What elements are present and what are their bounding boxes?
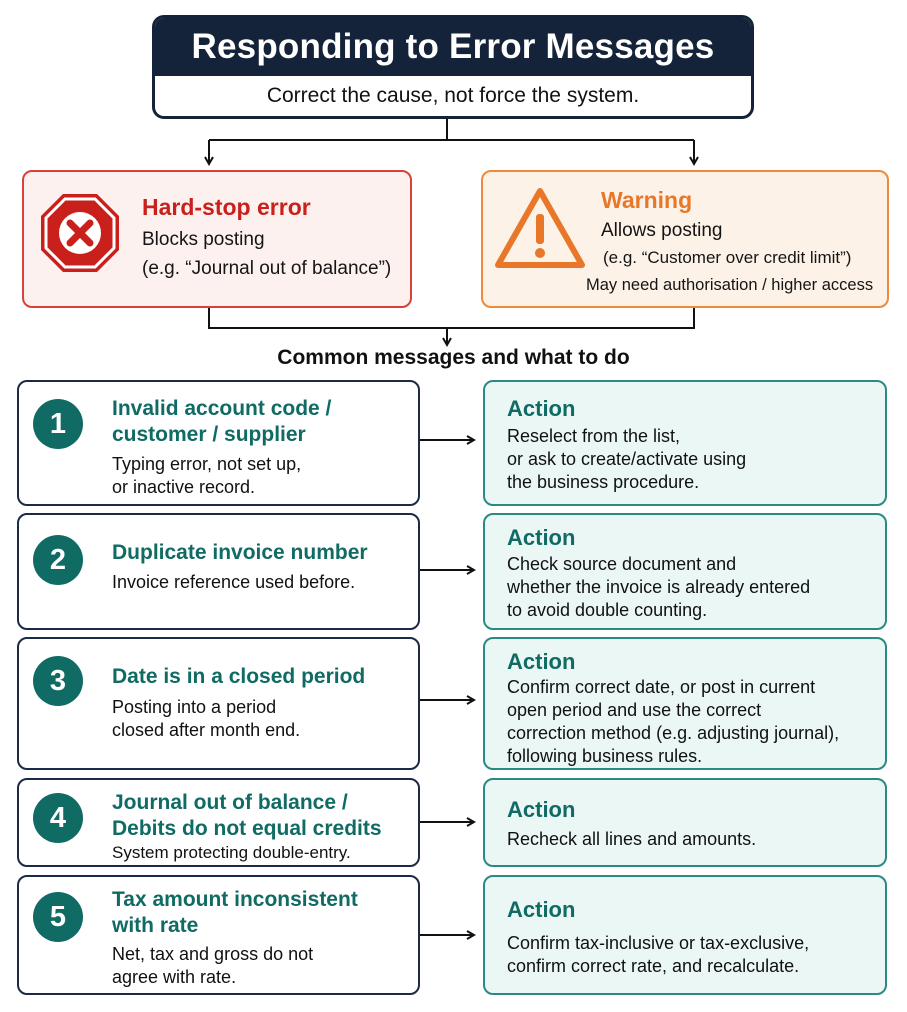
action-text: Confirm correct date, or post in current open period and use the correct correction method (e.g. adjusting journal), following business rules. <box>507 677 840 766</box>
action-card-1 <box>483 380 887 506</box>
hard-stop-line1: Blocks posting <box>142 229 265 250</box>
warning-line1: Allows posting <box>601 220 723 241</box>
hard-stop-line2: (e.g. “Journal out of balance”) <box>142 258 392 279</box>
number-badge: 4 <box>33 793 83 843</box>
number-badge: 5 <box>33 892 83 942</box>
action-text: Confirm tax-inclusive or tax-exclusive, confirm correct rate, and recalculate. <box>507 933 810 976</box>
action-text: Check source document and whether the invoice is already entered to avoid double counting. <box>507 554 811 620</box>
warning-triangle-icon <box>493 186 587 270</box>
action-card-5 <box>483 875 887 995</box>
action-card-2 <box>483 513 887 630</box>
stop-sign-x-icon <box>39 192 121 274</box>
hard-stop-card <box>22 170 412 308</box>
action-card-3 <box>483 637 887 770</box>
message-description: Posting into a period closed after month end. <box>112 697 301 740</box>
hard-stop-title: Hard-stop error <box>142 194 311 220</box>
title-box <box>152 15 754 119</box>
message-title: Journal out of balance / Debits do not equal credits <box>112 791 382 840</box>
message-title: Invalid account code / customer / supplier <box>112 397 332 446</box>
warning-line2: (e.g. “Customer over credit limit”) <box>603 248 852 267</box>
warning-line3: May need authorisation / higher access <box>586 276 874 294</box>
page-subtitle: Correct the cause, not force the system. <box>266 84 640 107</box>
message-card-3 <box>17 637 420 770</box>
action-title: Action <box>507 897 576 922</box>
action-title: Action <box>507 396 576 421</box>
action-title: Action <box>507 525 576 550</box>
message-description: Net, tax and gross do not agree with rate. <box>112 944 314 987</box>
warning-title: Warning <box>601 187 693 213</box>
page-title: Responding to Error Messages <box>155 18 751 76</box>
message-card-4 <box>17 778 420 867</box>
cards-merge-connector <box>209 308 694 345</box>
action-card-4 <box>483 778 887 867</box>
message-card-5 <box>17 875 420 995</box>
number-badge: 2 <box>33 535 83 585</box>
message-card-2 <box>17 513 420 630</box>
number-badge: 3 <box>33 656 83 706</box>
row-arrows <box>420 440 474 935</box>
message-title: Duplicate invoice number <box>112 541 368 564</box>
number-badge: 1 <box>33 399 83 449</box>
message-card-1 <box>17 380 420 506</box>
message-description: Invoice reference used before. <box>112 572 356 592</box>
message-title: Date is in a closed period <box>112 665 366 688</box>
warning-card <box>481 170 889 308</box>
message-description: System protecting double-entry. <box>112 843 351 862</box>
action-text: Reselect from the list, or ask to create/activate using the business procedure. <box>507 426 747 492</box>
action-text: Recheck all lines and amounts. <box>507 829 757 849</box>
message-title: Tax amount inconsistent with rate <box>112 888 358 937</box>
section-heading: Common messages and what to do <box>277 346 630 369</box>
message-description: Typing error, not set up, or inactive record. <box>112 454 302 497</box>
header-split-connector <box>209 119 694 164</box>
action-title: Action <box>507 797 576 822</box>
action-title: Action <box>507 649 576 674</box>
